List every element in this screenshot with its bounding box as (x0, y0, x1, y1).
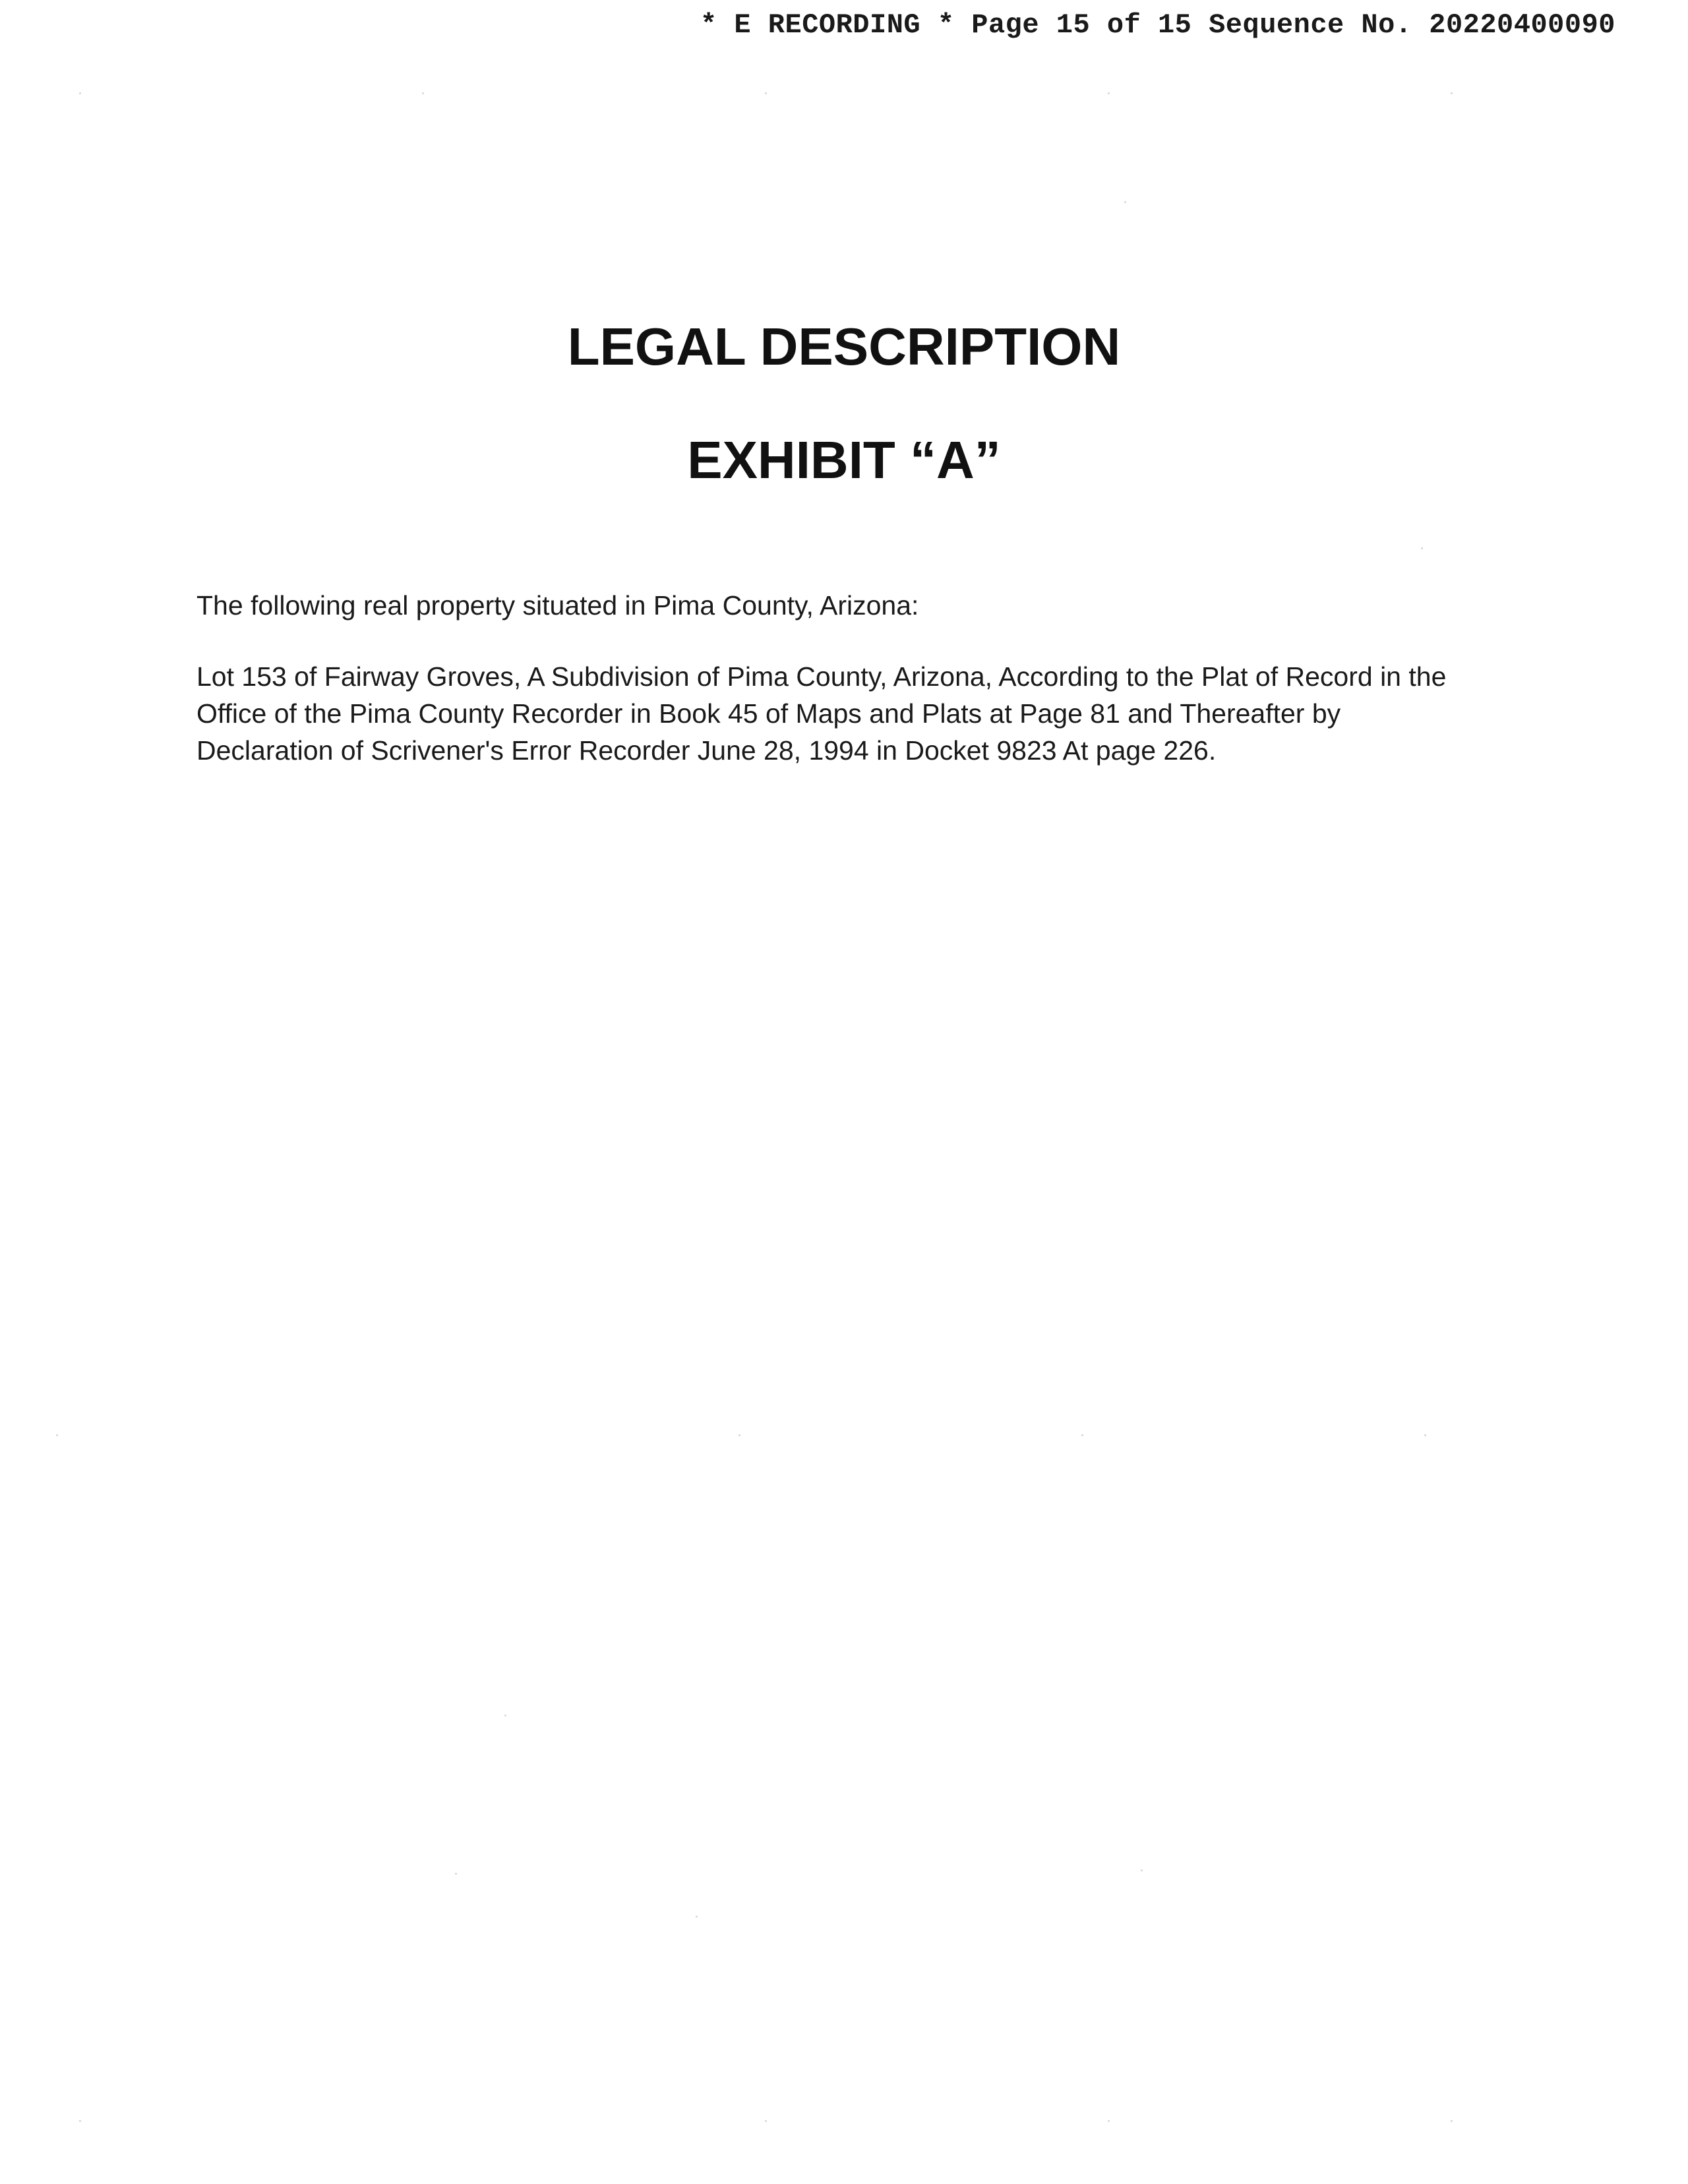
scan-speck (56, 1434, 58, 1436)
scan-speck (1124, 201, 1126, 203)
scan-speck (1424, 1434, 1426, 1436)
scan-speck (1451, 92, 1453, 94)
property-intro-text: The following real property situated in Pima County, Arizona: (196, 590, 919, 621)
scan-speck (1081, 1434, 1083, 1436)
scan-speck (1108, 2120, 1110, 2122)
scan-speck (79, 2120, 81, 2122)
scan-speck (738, 1434, 740, 1436)
description-line: Office of the Pima County Recorder in Book 45 of Maps and Plats at Page 81 and Thereafter by (196, 698, 1341, 729)
scan-speck (504, 1714, 506, 1716)
scan-speck (1141, 1869, 1143, 1871)
recording-stamp-header: * E RECORDING * Page 15 of 15 Sequence No. 20220400090 (700, 9, 1615, 41)
scan-speck (1421, 547, 1423, 549)
description-line: Declaration of Scrivener's Error Recorder June 28, 1994 in Docket 9823 At page 226. (196, 735, 1217, 766)
scan-speck (455, 1873, 457, 1875)
scan-speck (422, 92, 424, 94)
scan-speck (1451, 2120, 1453, 2122)
description-line: Lot 153 of Fairway Groves, A Subdivision of Pima County, Arizona, According to the Plat of Record in the (196, 661, 1447, 692)
scan-speck (1108, 92, 1110, 94)
scan-speck (765, 2120, 767, 2122)
scan-speck (79, 92, 81, 94)
scan-speck (765, 92, 767, 94)
legal-description-paragraph (196, 658, 1489, 769)
scan-speck (696, 1916, 698, 1918)
exhibit-label: EXHIBIT “A” (687, 431, 1001, 489)
document-title: LEGAL DESCRIPTION (567, 317, 1121, 376)
